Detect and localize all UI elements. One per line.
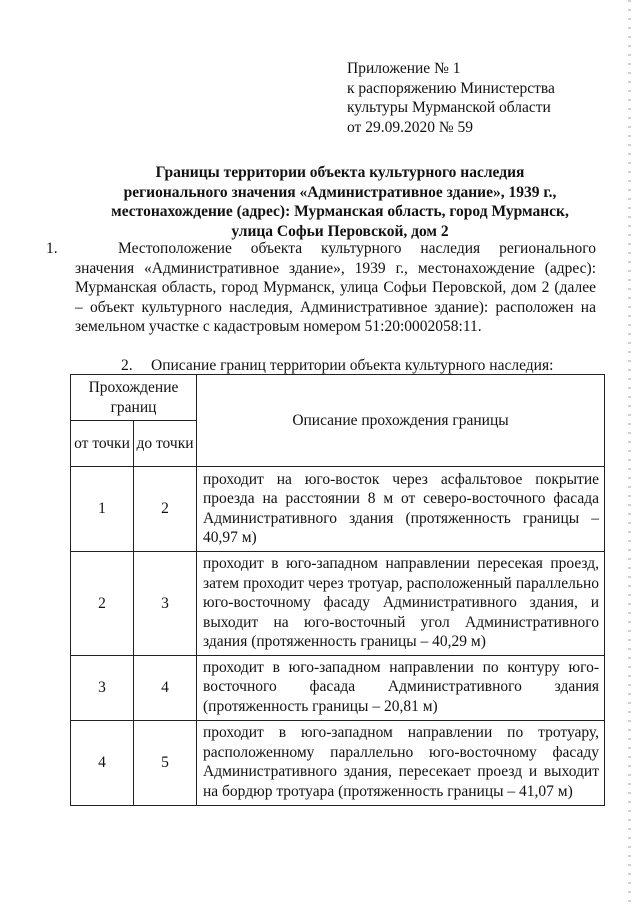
appendix-line: культуры Мурманской области [347, 99, 551, 116]
title-line: улица Софьи Перовской, дом 2 [231, 222, 449, 240]
appendix-header [347, 59, 555, 137]
appendix-line: от 29.09.2020 № 59 [347, 118, 473, 136]
section-2-text: Описание границ территории объекта культурного наследия: [151, 357, 554, 374]
from-point-cell: 3 [71, 655, 134, 720]
section-1-number: 1. [46, 240, 58, 257]
table-row [71, 720, 605, 805]
section-1-text: Местоположение объекта культурного наследия регионального значения «Административное здание», 1939 г., местонахождение (адрес): Мурманская область, город Мурманск, улица Софьи Перовской, дом 2 (далее – объект культурного наследия, Административное здание): расположен на земельном участке с кадастровым номером 51:20:0002058:11. [75, 240, 596, 335]
section-1-paragraph [46, 239, 596, 337]
section-2-heading [121, 356, 553, 376]
appendix-line: Приложение № 1 [347, 60, 461, 77]
header-to-point: до точки [134, 421, 197, 467]
from-point-cell: 1 [71, 467, 134, 552]
section-2-number: 2. [121, 357, 133, 374]
table-row [71, 467, 605, 552]
header-passage: Прохождение границ [71, 375, 197, 421]
description-cell: проходит в юго-западном направлении пересекая проезд, затем проходит через тротуар, расположенный параллельно юго-восточному фасаду Административного здания, и выходит на юго-восточный угол Административного здания (протяженность границы – 40,29 м) [197, 552, 605, 656]
description-cell: проходит в юго-западном направлении по контуру юго-восточного фасада Административного здания (протяженность границы – 20,81 м) [197, 655, 605, 720]
header-description: Описание прохождения границы [197, 375, 605, 467]
scan-edge-mark [628, 0, 631, 905]
title-line: Границы территории объекта культурного наследия [155, 164, 525, 181]
to-point-cell: 3 [134, 552, 197, 656]
from-point-cell: 2 [71, 552, 134, 656]
title-line: местонахождение (адрес): Мурманская область, город Мурманск, [111, 203, 569, 220]
description-cell: проходит в юго-западном направлении по тротуару, расположенному параллельно юго-восточному фасаду Административного здания, пересекает проезд и выходит на бордюр тротуара (протяженность границы – 41,07 м) [197, 720, 605, 805]
from-point-cell: 4 [71, 720, 134, 805]
description-cell: проходит на юго-восток через асфальтовое покрытие проезда на расстоянии 8 м от северо-восточного фасада Административного здания (протяженность границы – 40,97 м) [197, 467, 605, 552]
to-point-cell: 4 [134, 655, 197, 720]
table-row [71, 655, 605, 720]
appendix-line: к распоряжению Министерства [347, 79, 555, 97]
header-from-point: от точки [71, 421, 134, 467]
document-title [60, 163, 620, 241]
title-line: регионального значения «Административное здание», 1939 г., [123, 183, 557, 201]
boundaries-table [70, 374, 605, 806]
to-point-cell: 5 [134, 720, 197, 805]
to-point-cell: 2 [134, 467, 197, 552]
table-row [71, 552, 605, 656]
